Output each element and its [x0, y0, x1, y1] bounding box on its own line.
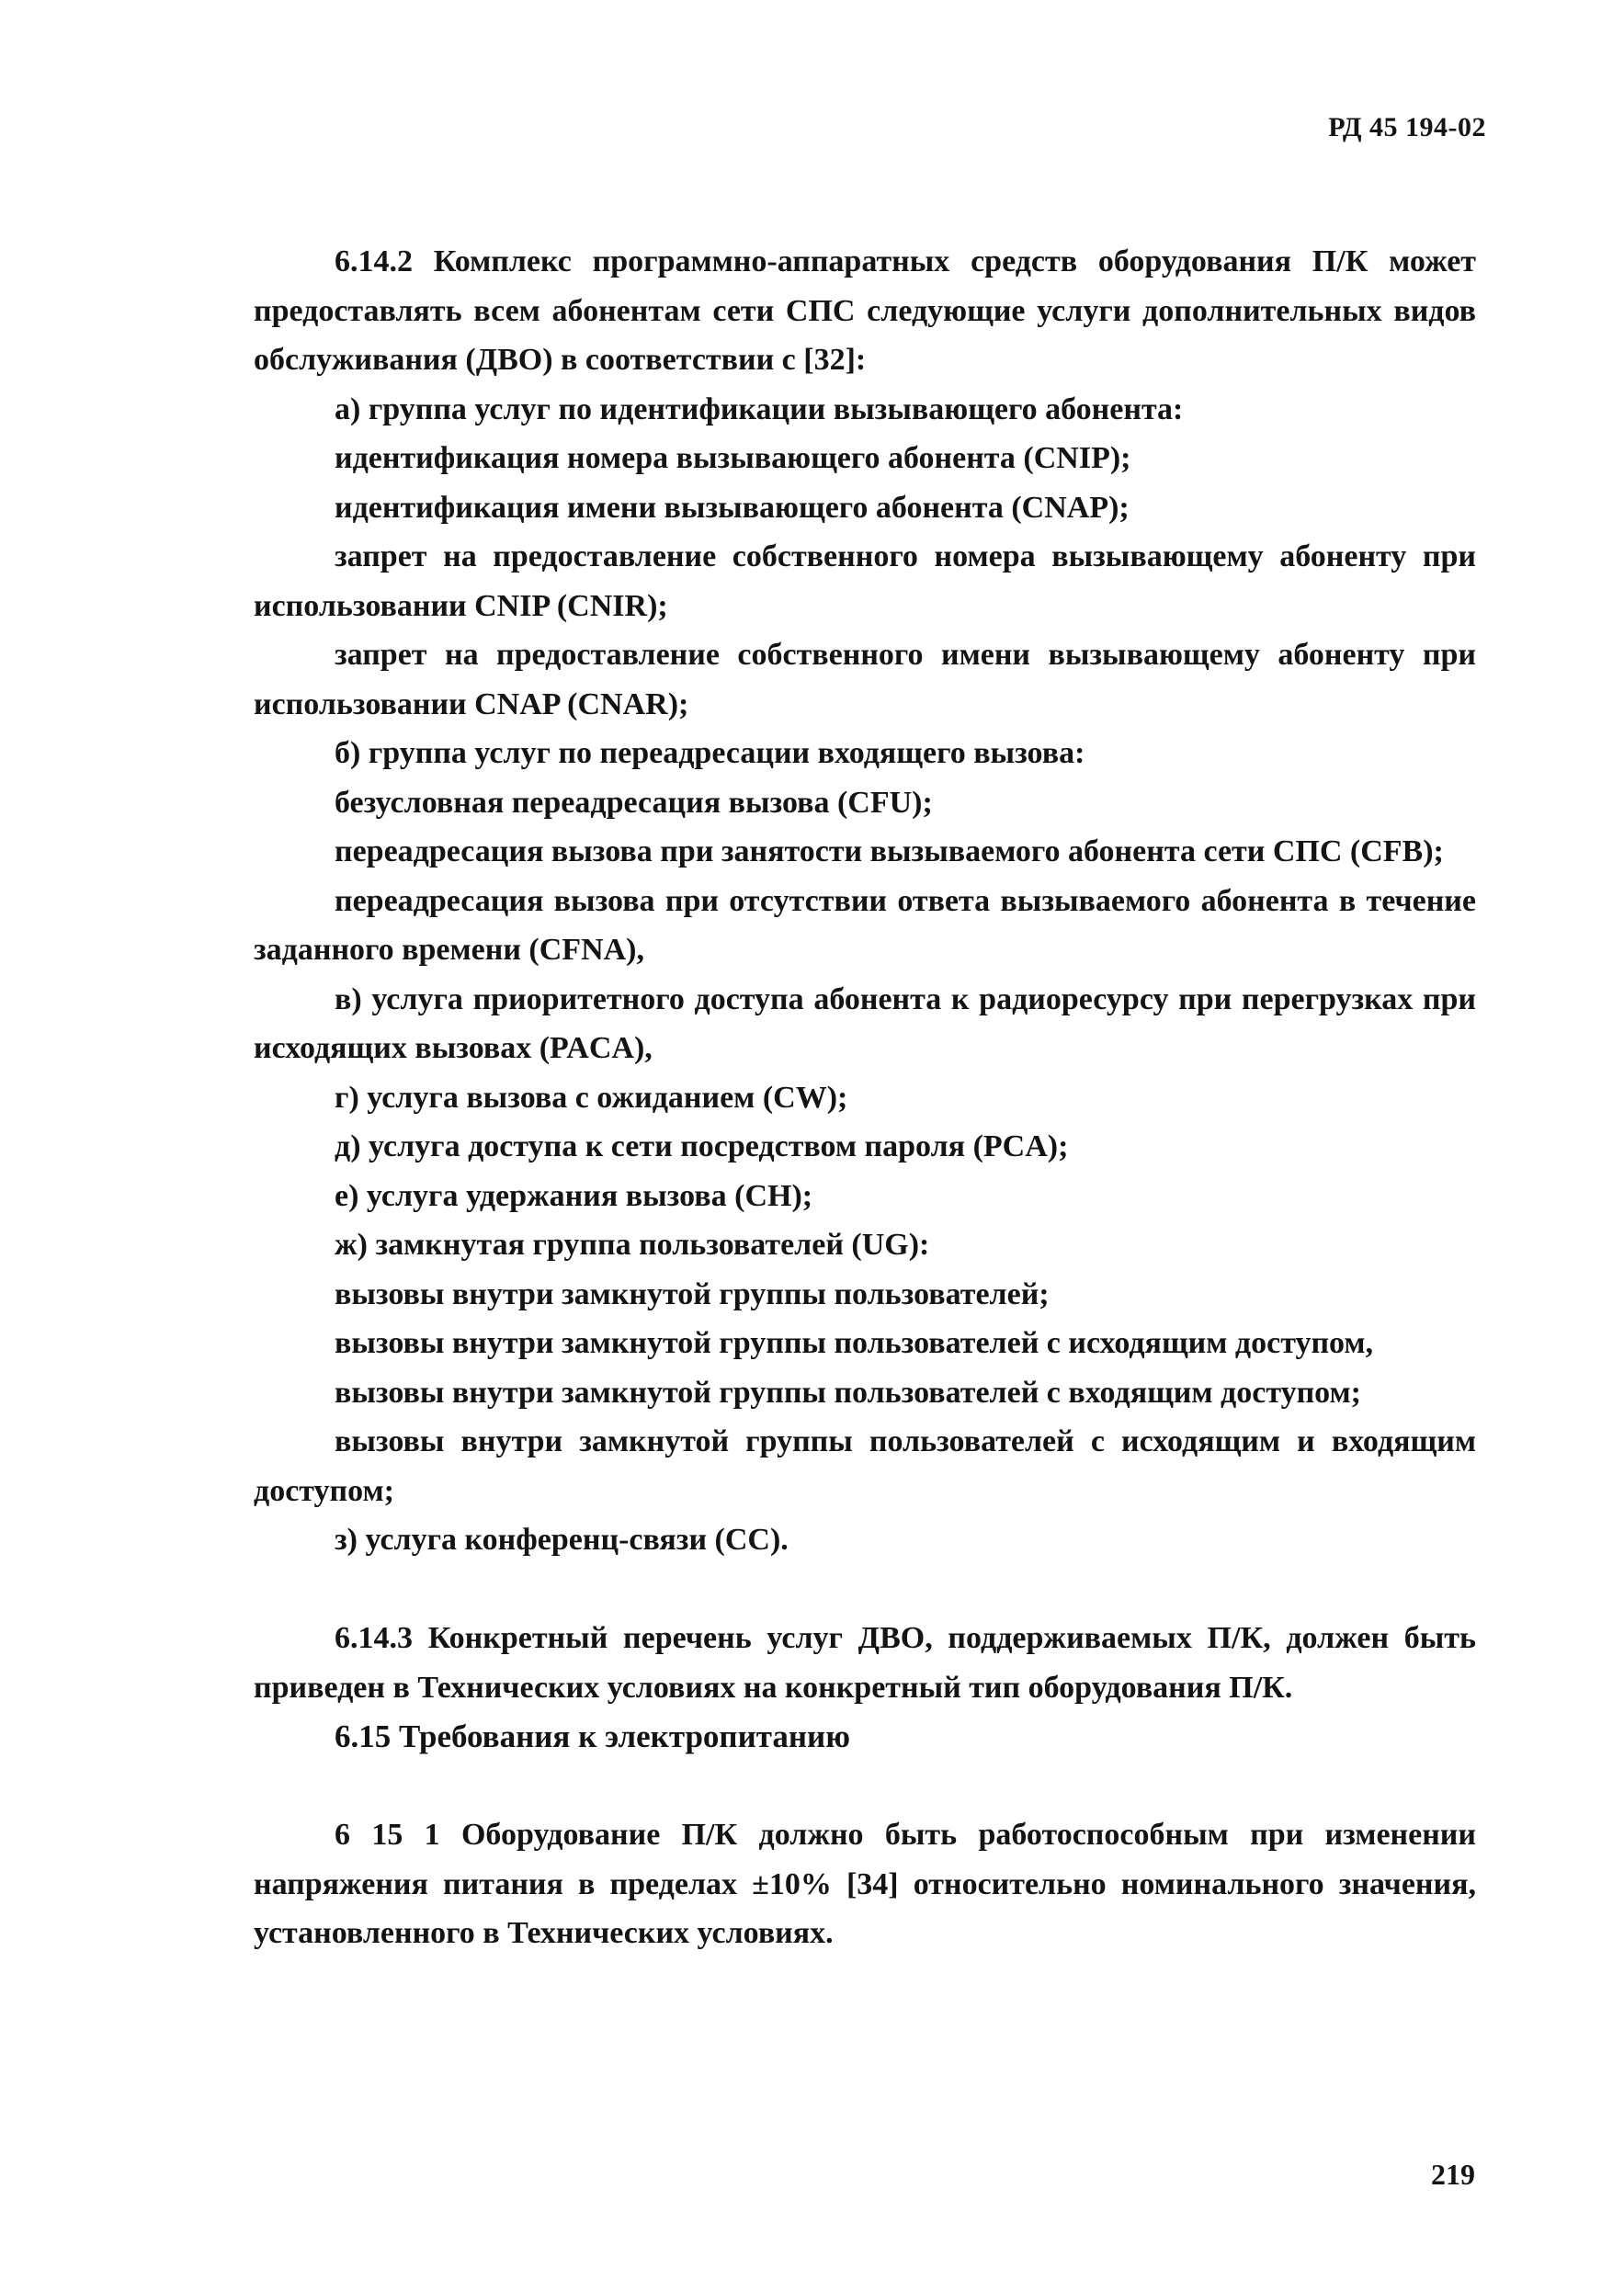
list-item-cfb: переадресация вызова при занятости вызываемого абонента сети СПС (CFB);: [335, 834, 1444, 868]
page-number: 219: [1431, 2158, 1475, 2191]
list-item-cfu: безусловная переадресация вызова (CFU);: [335, 785, 933, 820]
list-item-cnir: запрет на предоставление собственного номера вызывающему абоненту при использовании CNIP (CNIR);: [254, 539, 1476, 623]
list-item-ug-both: вызовы внутри замкнутой группы пользователей с исходящим и входящим доступом;: [254, 1424, 1476, 1508]
list-item-group-a: а) группа услуг по идентификации вызывающего абонента:: [335, 391, 1184, 426]
list-item-cw: г) услуга вызова с ожиданием (CW);: [335, 1080, 848, 1115]
paragraph-6-14-3: 6.14.3 Конкретный перечень услуг ДВО, поддерживаемых П/К, должен быть приведен в Технических условиях на конкретный тип оборудования П/К.: [254, 1621, 1476, 1705]
paragraph-6-15-1: 6 15 1 Оборудование П/К должно быть работоспособным при изменении напряжения питания в пределах ±10% [34] относительно номинального значения, установленного в Технических условиях.: [254, 1818, 1476, 1950]
document-code-header: РД 45 194-02: [1328, 112, 1486, 142]
list-item-cc: з) услуга конференц-связи (CC).: [335, 1523, 789, 1557]
list-item-ch: е) услуга удержания вызова (CH);: [335, 1178, 813, 1213]
section-heading-6-15: 6.15 Требования к электропитанию: [335, 1718, 850, 1754]
list-item-paca: в) услуга приоритетного доступа абонента к радиоресурсу при перегрузках при исходящих вызовах (PACA),: [254, 981, 1476, 1065]
list-item-ug-internal: вызовы внутри замкнутой группы пользователей;: [335, 1276, 1050, 1311]
list-item-group-b: б) группа услуг по переадресации входящего вызова:: [335, 736, 1085, 770]
list-item-ug: ж) замкнутая группа пользователей (UG):: [335, 1228, 930, 1262]
list-item-cnip: идентификация номера вызывающего абонента (CNIP);: [335, 441, 1131, 475]
list-item-pca: д) услуга доступа к сети посредством пароля (PCA);: [335, 1129, 1069, 1163]
paragraph-6-14-2: 6.14.2 Комплекс программно-аппаратных средств оборудования П/К может предоставлять всем абонентам сети СПС следующие услуги дополнительных видов обслуживания (ДВО) в соответствии с [32]:: [254, 244, 1476, 377]
list-item-cnap: идентификация имени вызывающего абонента (CNAP);: [335, 490, 1130, 525]
list-item-ug-outgoing: вызовы внутри замкнутой группы пользователей с исходящим доступом,: [335, 1326, 1374, 1360]
list-item-cnar: запрет на предоставление собственного имени вызывающему абоненту при использовании CNAP (CNAR);: [254, 638, 1476, 721]
list-item-ug-incoming: вызовы внутри замкнутой группы пользователей с входящим доступом;: [335, 1375, 1362, 1410]
document-body: [254, 237, 1476, 1958]
list-item-cfna: переадресация вызова при отсутствии ответа вызываемого абонента в течение заданного времени (CFNA),: [254, 883, 1476, 967]
